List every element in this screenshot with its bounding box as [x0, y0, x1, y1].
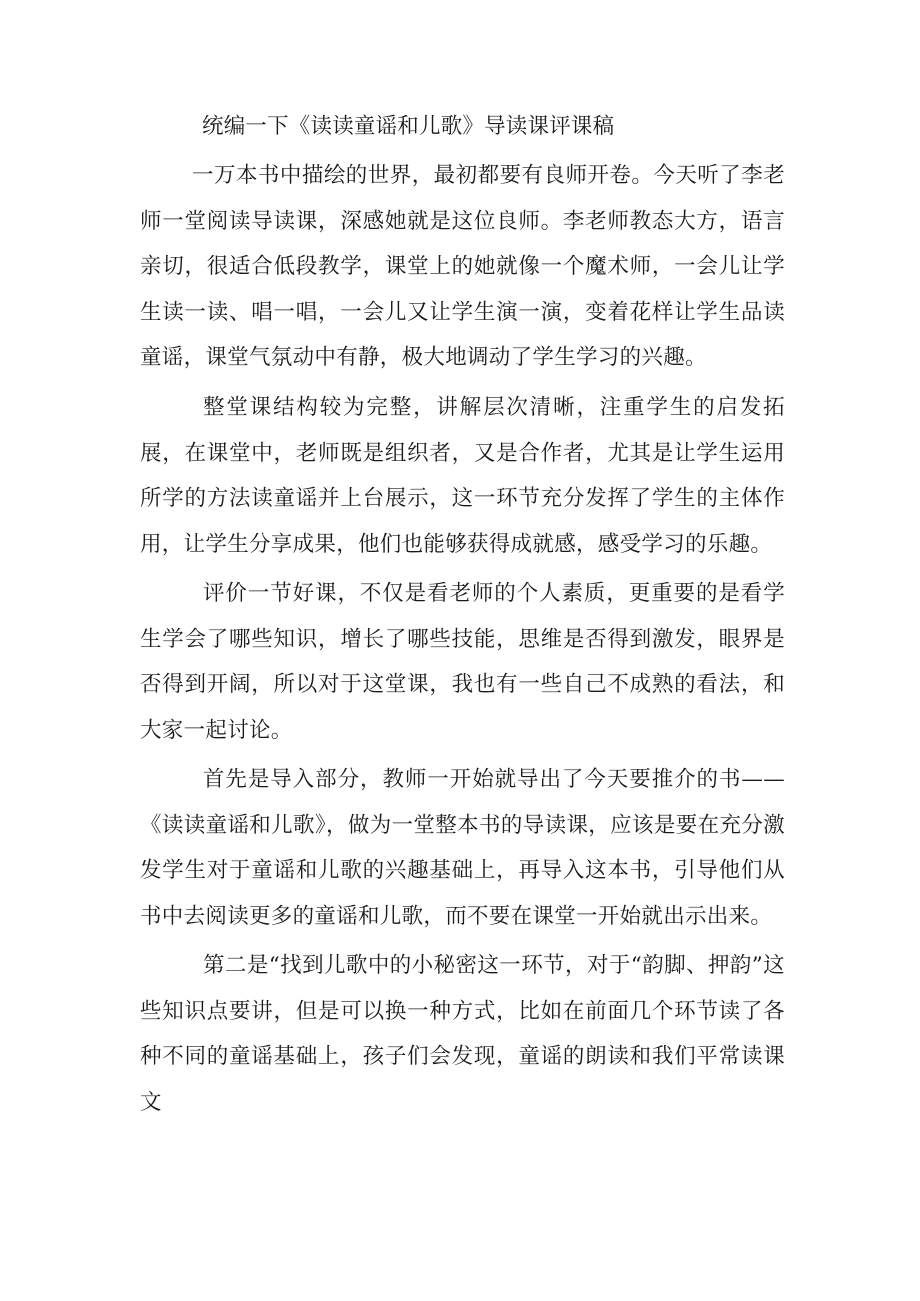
paragraph-structure: 整堂课结构较为完整，讲解层次清晰，注重学生的启发拓展，在课堂中，老师既是组织者，又是合作者，尤其是让学生运用所学的方法读童谣并上台展示，这一环节充分发挥了学生的主体作用，让学生分享成果，他们也能够获得成就感，感受学习的乐趣。 [140, 395, 785, 557]
document-title: 统编一下《读读童谣和儿歌》导读课评课稿 [202, 114, 615, 139]
paragraph-introduction-section: 首先是导入部分，教师一开始就导出了今天要推介的书——《读读童谣和儿歌》，做为一堂整本书的导读课，应该是要在充分激发学生对于童谣和儿歌的兴趣基础上，再导入这本书，引导他们从书中去阅读更多的童谣和儿歌，而不要在课堂一开始就出示出来。 [140, 767, 785, 929]
paragraph-evaluation: 评价一节好课，不仅是看老师的个人素质，更重要的是看学生学会了哪些知识，增长了哪些技能，思维是否得到激发，眼界是否得到开阔，所以对于这堂课，我也有一些自己不成熟的看法，和大家一起讨论。 [140, 581, 785, 743]
paragraph-intro: 一万本书中描绘的世界，最初都要有良师开卷。今天听了李老师一堂阅读导读课，深感她就是这位良师。李老师教态大方，语言亲切，很适合低段教学，课堂上的她就像一个魔术师，一会儿让学生读一读、唱一唱，一会儿又让学生演一演，变着花样让学生品读童谣，课堂气氛动中有静，极大地调动了学生学习的兴趣。 [140, 163, 785, 370]
paragraph-second-point: 第二是“找到儿歌中的小秘密这一环节，对于“韵脚、押韵”这些知识点要讲，但是可以换一种方式，比如在前面几个环节读了各种不同的童谣基础上，孩子们会发现，童谣的朗读和我们平常读课文 [140, 953, 785, 1115]
